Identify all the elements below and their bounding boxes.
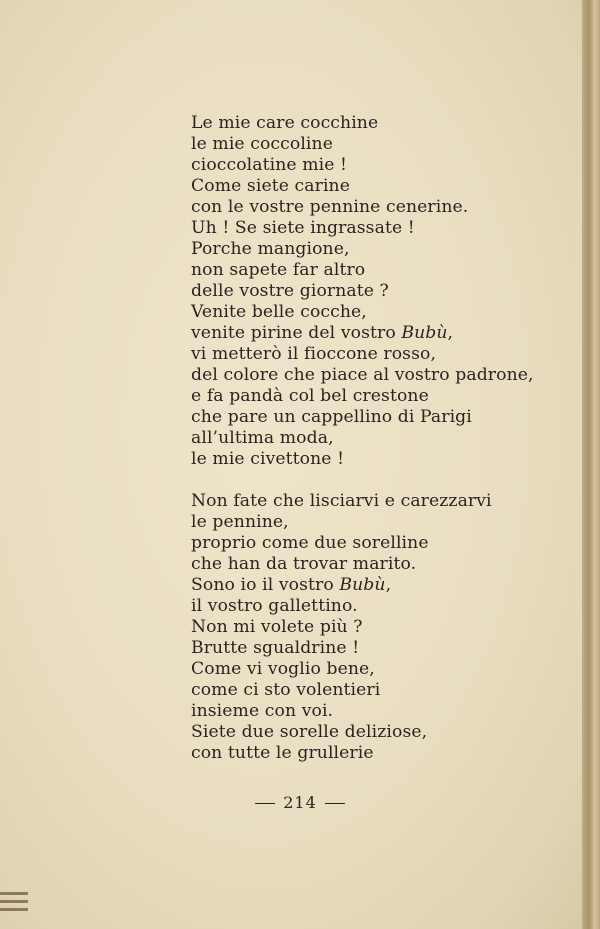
poem-line-segment: delle vostre giornate ?	[191, 281, 389, 301]
page-number-value: 214	[283, 793, 317, 812]
poem-line	[191, 113, 571, 134]
poem-line-segment: le pennine,	[191, 512, 289, 532]
poem-line	[191, 659, 571, 680]
poem-line	[191, 155, 571, 176]
poem-line	[191, 218, 571, 239]
poem-line	[191, 617, 571, 638]
page-stack-edges	[0, 880, 30, 929]
poem-line	[191, 596, 571, 617]
poem-line	[191, 407, 571, 428]
poem-line	[191, 239, 571, 260]
poem-line	[191, 260, 571, 281]
poem-line-segment: Come siete carine	[191, 176, 350, 196]
poem-line-segment: all’ultima moda,	[191, 428, 334, 448]
poem-line-segment: come ci sto volentieri	[191, 680, 381, 700]
poem-line-segment: del colore che piace al vostro padrone,	[191, 365, 534, 385]
poem-line	[191, 281, 571, 302]
page-number-dash-left	[255, 803, 275, 804]
poem-line-segment: le mie civettone !	[191, 449, 345, 469]
poem-line-italic: Bubù	[339, 575, 386, 595]
poem-line-segment: ,	[385, 575, 392, 595]
page-number	[0, 793, 600, 812]
poem-line-italic: Bubù	[401, 323, 448, 343]
poem-line	[191, 134, 571, 155]
poem-line-segment: Porche mangione,	[191, 239, 350, 259]
poem-line-segment: e fa pandà col bel crestone	[191, 386, 429, 406]
poem-line	[191, 575, 571, 596]
stanza	[191, 491, 571, 764]
poem-line-segment: con le vostre pennine cenerine.	[191, 197, 469, 217]
poem-line	[191, 680, 571, 701]
poem-line-segment: venite pirine del vostro	[191, 323, 402, 343]
poem-line	[191, 176, 571, 197]
poem-line-segment: Come vi voglio bene,	[191, 659, 375, 679]
poem-line-segment: vi metterò il fioccone rosso,	[191, 344, 437, 364]
poem-line-segment: non sapete far altro	[191, 260, 366, 280]
poem-line-segment: insieme con voi.	[191, 701, 334, 721]
page-number-dash-right	[325, 803, 345, 804]
poem-line-segment: con tutte le grullerie	[191, 743, 374, 763]
poem-line-segment: proprio come due sorelline	[191, 533, 429, 553]
poem-line-segment: che han da trovar marito.	[191, 554, 417, 574]
poem-line	[191, 491, 571, 512]
poem-line-segment: Brutte sgualdrine !	[191, 638, 360, 658]
poem-line-segment: Uh ! Se siete ingrassate !	[191, 218, 415, 238]
poem-line-segment: il vostro gallettino.	[191, 596, 358, 616]
poem-line	[191, 554, 571, 575]
poem-line-segment: Venite belle cocche,	[191, 302, 367, 322]
poem-line	[191, 344, 571, 365]
poem-line-segment: che pare un cappellino di Parigi	[191, 407, 472, 427]
poem-line-segment: Non mi volete più ?	[191, 617, 363, 637]
stanza	[191, 113, 571, 470]
poem-line	[191, 302, 571, 323]
page-edge-shadow	[582, 0, 600, 929]
poem-line	[191, 323, 571, 344]
poem-line	[191, 638, 571, 659]
poem-line	[191, 449, 571, 470]
poem-line-segment: Sono io il vostro	[191, 575, 340, 595]
poem-line-segment: cioccolatine mie !	[191, 155, 348, 175]
poem-line	[191, 386, 571, 407]
poem-line-segment: le mie coccoline	[191, 134, 333, 154]
poem-line	[191, 512, 571, 533]
poem-line	[191, 701, 571, 722]
poem-line	[191, 722, 571, 743]
poem-line	[191, 743, 571, 764]
poem-line	[191, 428, 571, 449]
poem-line-segment: Siete due sorelle deliziose,	[191, 722, 428, 742]
poem-text	[191, 113, 571, 764]
poem-line	[191, 197, 571, 218]
poem-line-segment: Non fate che lisciarvi e carezzarvi	[191, 491, 492, 511]
poem-line	[191, 533, 571, 554]
poem-line-segment: Le mie care cocchine	[191, 113, 379, 133]
poem-line-segment: ,	[447, 323, 454, 343]
poem-line	[191, 365, 571, 386]
